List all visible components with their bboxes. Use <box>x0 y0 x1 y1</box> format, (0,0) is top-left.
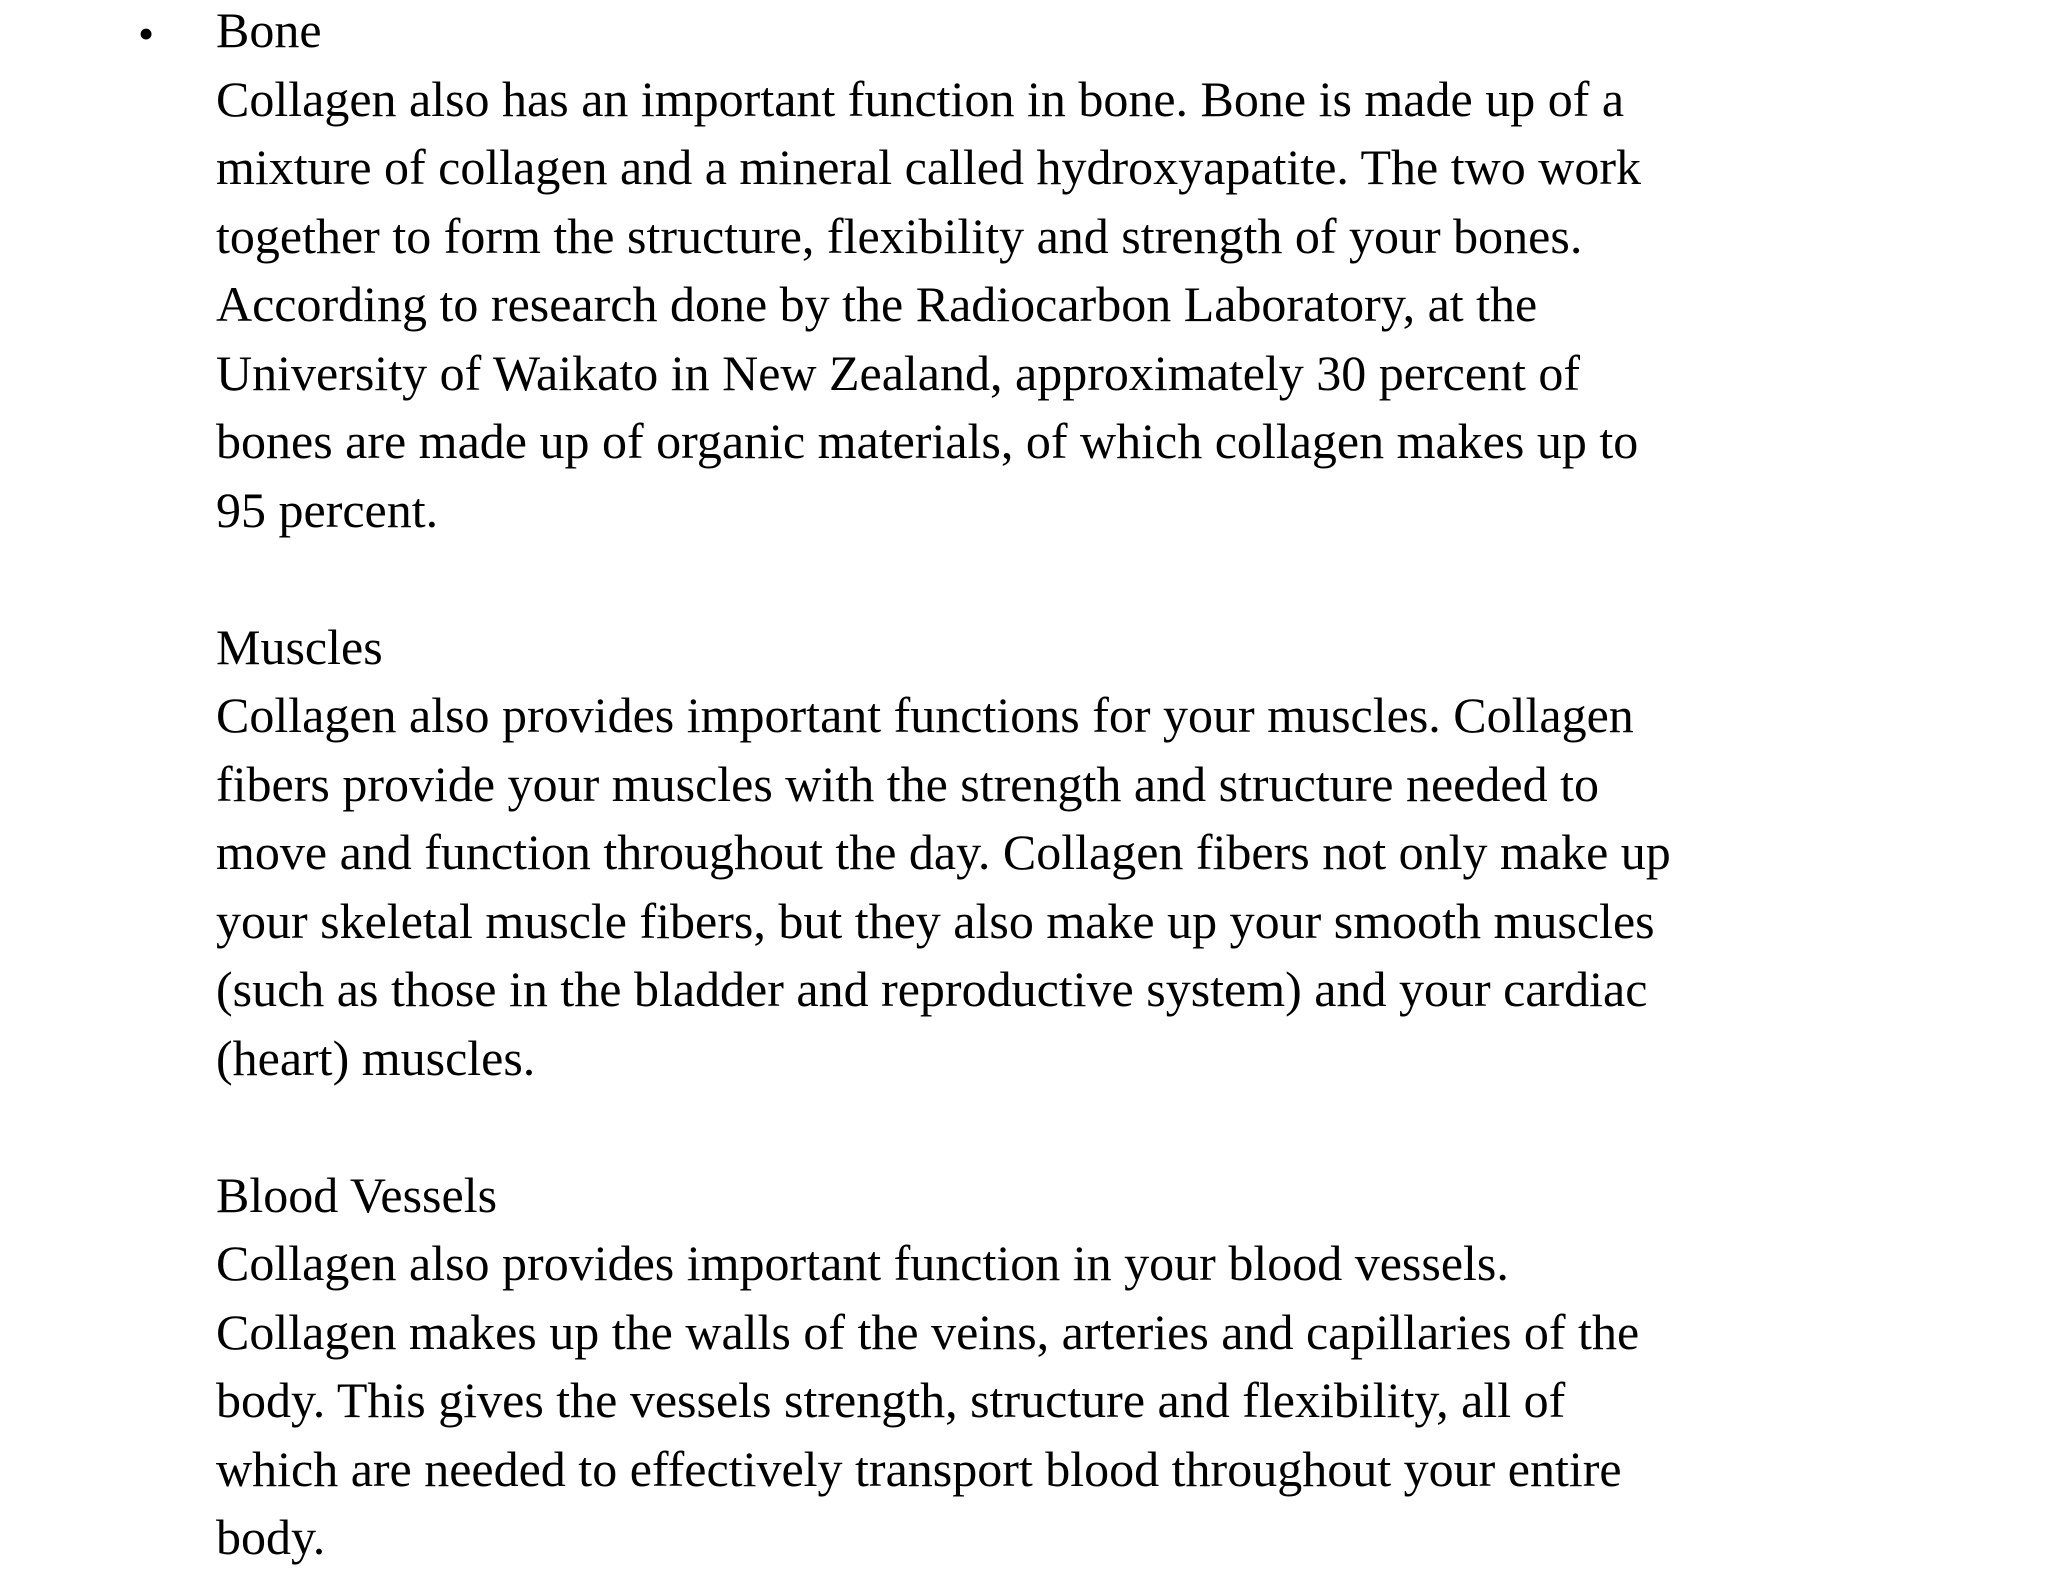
paragraph-line: body. This gives the vessels strength, structure and flexibility, all of <box>216 1372 1566 1428</box>
document-body <box>216 0 2016 1572</box>
section-heading: Blood Vessels <box>216 1166 498 1223</box>
paragraph-line: bones are made up of organic materials, of which collagen makes up to <box>216 413 1639 469</box>
paragraph-line: move and function throughout the day. Collagen fibers not only make up <box>216 824 1671 880</box>
paragraph-line: which are needed to effectively transport blood throughout your entire <box>216 1440 1622 1497</box>
section-spacer <box>216 1092 2016 1161</box>
paragraph-line: your skeletal muscle fibers, but they also make up your smooth muscles <box>216 892 1655 949</box>
paragraph-line: According to research done by the Radiocarbon Laboratory, at the <box>216 276 1538 332</box>
bullet-marker: • <box>138 8 155 59</box>
paragraph-line: Collagen also provides important functions for your muscles. Collagen <box>216 687 1634 743</box>
section-muscles <box>216 613 2016 1093</box>
paragraph-line: fibers provide your muscles with the strength and structure needed to <box>216 755 1599 812</box>
paragraph-line: together to form the structure, flexibility and strength of your bones. <box>216 207 1583 264</box>
section-heading: Muscles <box>216 618 383 675</box>
paragraph-line: body. <box>216 1509 326 1565</box>
section-bone <box>216 0 2016 544</box>
paragraph-line: Collagen also provides important function in your blood vessels. <box>216 1235 1509 1291</box>
paragraph-line: 95 percent. <box>216 481 439 538</box>
paragraph-line: Collagen also has an important function in bone. Bone is made up of a <box>216 70 1625 127</box>
paragraph-line: (heart) muscles. <box>216 1029 536 1086</box>
paragraph-line: University of Waikato in New Zealand, approximately 30 percent of <box>216 344 1581 401</box>
section-spacer <box>216 544 2016 613</box>
paragraph-line: Collagen makes up the walls of the veins, arteries and capillaries of the <box>216 1303 1640 1360</box>
paragraph-line: mixture of collagen and a mineral called hydroxyapatite. The two work <box>216 139 1641 195</box>
section-blood-vessels <box>216 1161 2016 1572</box>
section-heading: Bone <box>216 2 322 58</box>
paragraph-line: (such as those in the bladder and reproductive system) and your cardiac <box>216 961 1648 1017</box>
